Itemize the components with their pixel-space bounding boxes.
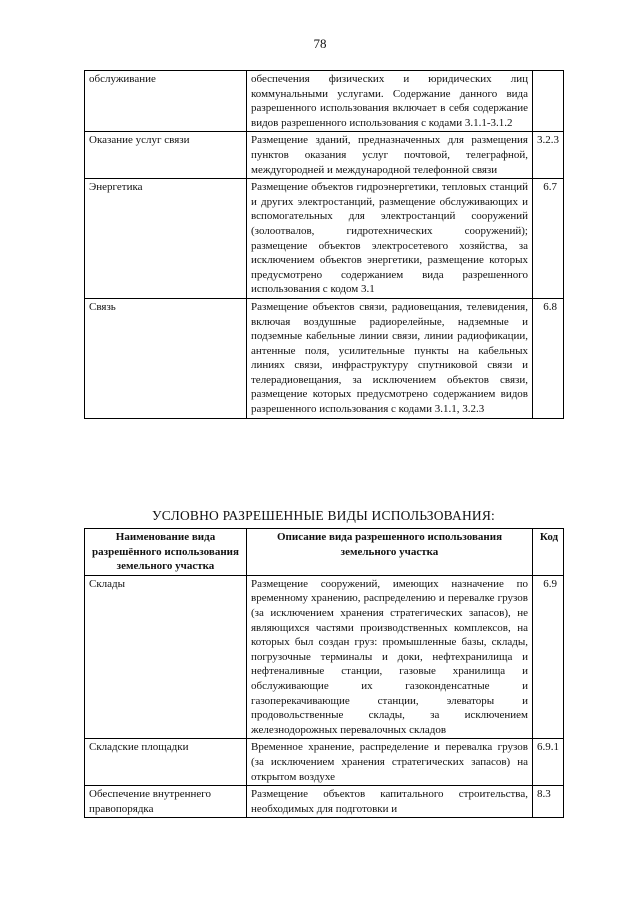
table-row (85, 298, 564, 418)
use-code-cell: 3.2.3 (533, 132, 564, 179)
use-description-cell: обеспечения физических и юридических лиц коммунальными услугами. Содержание данного вида разрешенного использования включает в себя содержание видов разрешенного использования с кодами 3.1.1-3.1.2 (247, 71, 533, 132)
column-header-code: Код (533, 529, 564, 576)
use-code-cell: 6.8 (533, 298, 564, 418)
use-name-cell: Оказание услуг связи (85, 132, 247, 179)
section-heading: УСЛОВНО РАЗРЕШЕННЫЕ ВИДЫ ИСПОЛЬЗОВАНИЯ: (151, 508, 496, 523)
use-description-cell: Размещение зданий, предназначенных для размещения пунктов оказания услуг почтовой, телеграфной, междугородней и международной телефонной связи (247, 132, 533, 179)
use-description-cell: Размещение сооружений, имеющих назначение по временному хранению, распределению и перевалке грузов (за исключением хранения стратегических запасов), не являющихся частями производственных комплексов, на которых был создан груз: промышленные базы, склады, погрузочные терминалы и доки, нефтехранилища и нефтеналивные станции, газовые хранилища и обслуживающие их газоконденсатные и газоперекачивающие станции, элеваторы и продовольственные склады, за исключением железнодорожных перевалочных складов (247, 575, 533, 739)
use-description-cell: Временное хранение, распределение и перевалка грузов (за исключением хранения стратегических запасов) на открытом воздухе (247, 739, 533, 786)
use-name-cell: Энергетика (85, 179, 247, 299)
page-number: 78 (313, 36, 327, 51)
use-name-cell: обслуживание (85, 71, 247, 132)
permitted-uses-table (84, 70, 564, 419)
table-row (85, 786, 564, 818)
use-code-cell: 6.9 (533, 575, 564, 739)
column-header-description: Описание вида разрешенного использования земельного участка (247, 529, 533, 576)
use-code-cell (533, 71, 564, 132)
use-description-cell: Размещение объектов капитального строительства, необходимых для подготовки и (247, 786, 533, 818)
table-row (85, 739, 564, 786)
use-description-cell: Размещение объектов гидроэнергетики, тепловых станций и других электростанций, размещение обслуживающих и вспомогательных для электростанций сооружений (золоотвалов, гидротехнических сооружений); размещение объектов электросетевого хозяйства, за исключением объектов энергетики, размещение которых предусмотрено содержанием вида разрешенного использования с кодом 3.1 (247, 179, 533, 299)
use-code-cell: 6.9.1 (533, 739, 564, 786)
use-name-cell: Склады (85, 575, 247, 739)
table-header-row (85, 529, 564, 576)
use-name-cell: Складские площадки (85, 739, 247, 786)
column-header-name: Наименование вида разрешённого использования земельного участка (85, 529, 247, 576)
table-row (85, 71, 564, 132)
table-row (85, 132, 564, 179)
use-name-cell: Связь (85, 298, 247, 418)
use-description-cell: Размещение объектов связи, радиовещания, телевидения, включая воздушные радиорелейные, надземные и подземные кабельные линии связи, линии радиофикации, антенные поля, усилительные пункты на кабельных линиях связи, инфраструктуру спутниковой связи и телерадиовещания, за исключением объектов связи, размещение которых предусмотрено содержанием видов разрешенного использования с кодами 3.1.1, 3.2.3 (247, 298, 533, 418)
table-row (85, 575, 564, 739)
table-row (85, 179, 564, 299)
conditionally-permitted-uses-table (84, 528, 564, 818)
use-code-cell: 6.7 (533, 179, 564, 299)
use-name-cell: Обеспечение внутреннего правопорядка (85, 786, 247, 818)
use-code-cell: 8.3 (533, 786, 564, 818)
